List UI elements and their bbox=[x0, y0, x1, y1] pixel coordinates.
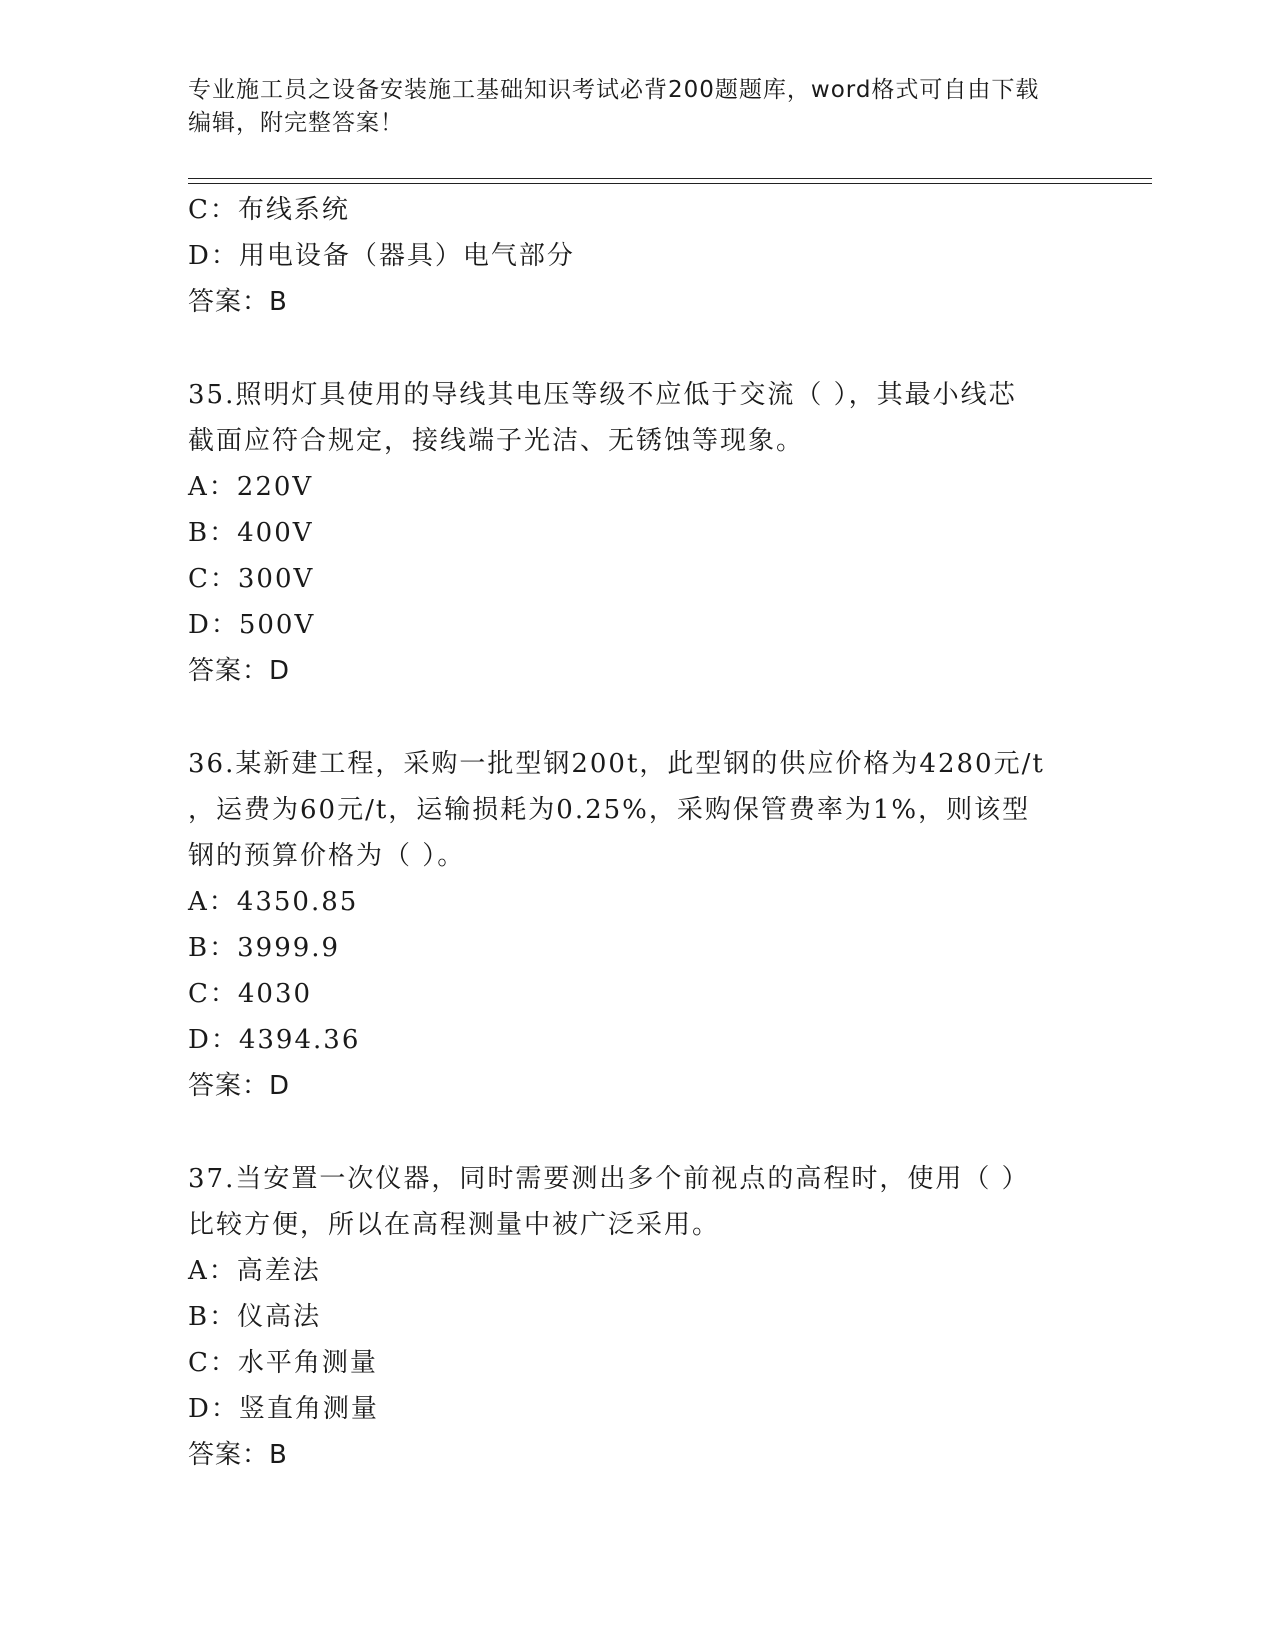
option-d: D：4394.36 bbox=[188, 1025, 361, 1055]
option-c: C：布线系统 bbox=[188, 195, 350, 225]
option-a: A：高差法 bbox=[188, 1256, 321, 1286]
answer-line: 答案：D bbox=[188, 1071, 291, 1101]
document-header bbox=[188, 74, 1068, 140]
option-d: D：竖直角测量 bbox=[188, 1394, 379, 1424]
option-d: D：用电设备（器具）电气部分 bbox=[188, 241, 575, 271]
question-text-line: ，运费为60元/t，运输损耗为0.25%，采购保管费率为1%，则该型 bbox=[188, 795, 1031, 825]
question-text-line: 36.某新建工程，采购一批型钢200t，此型钢的供应价格为4280元/t bbox=[188, 749, 1045, 779]
question-list bbox=[188, 187, 1088, 1478]
answer-line: 答案：D bbox=[188, 656, 291, 686]
question-text-line: 比较方便，所以在高程测量中被广泛采用。 bbox=[188, 1210, 721, 1240]
option-b: B：3999.9 bbox=[188, 933, 341, 963]
header-line-2: 编辑，附完整答案！ bbox=[188, 110, 404, 136]
option-d: D：500V bbox=[188, 610, 316, 640]
header-rule-top bbox=[188, 178, 1152, 179]
question-text-line: 35.照明灯具使用的导线其电压等级不应低于交流（ ），其最小线芯 bbox=[188, 380, 1017, 410]
question-text-line: 37.当安置一次仪器，同时需要测出多个前视点的高程时，使用（ ） bbox=[188, 1164, 1030, 1194]
option-a: A：4350.85 bbox=[188, 887, 359, 917]
header-line-1: 专业施工员之设备安装施工基础知识考试必背200题题库，word格式可自由下载 bbox=[188, 77, 1040, 103]
option-b: B：仪高法 bbox=[188, 1302, 322, 1332]
question-35 bbox=[188, 372, 1088, 694]
prev-question bbox=[188, 187, 1088, 325]
option-a: A：220V bbox=[188, 472, 314, 502]
answer-line: 答案：B bbox=[188, 287, 288, 317]
question-36 bbox=[188, 741, 1088, 1109]
question-text-line: 钢的预算价格为（ ）。 bbox=[188, 841, 466, 871]
option-b: B：400V bbox=[188, 518, 314, 548]
option-c: C：4030 bbox=[188, 979, 313, 1009]
option-c: C：300V bbox=[188, 564, 315, 594]
option-c: C：水平角测量 bbox=[188, 1348, 378, 1378]
question-37 bbox=[188, 1156, 1088, 1478]
header-rule-bottom bbox=[188, 183, 1152, 184]
question-text-line: 截面应符合规定，接线端子光洁、无锈蚀等现象。 bbox=[188, 426, 805, 456]
answer-line: 答案：B bbox=[188, 1440, 288, 1470]
